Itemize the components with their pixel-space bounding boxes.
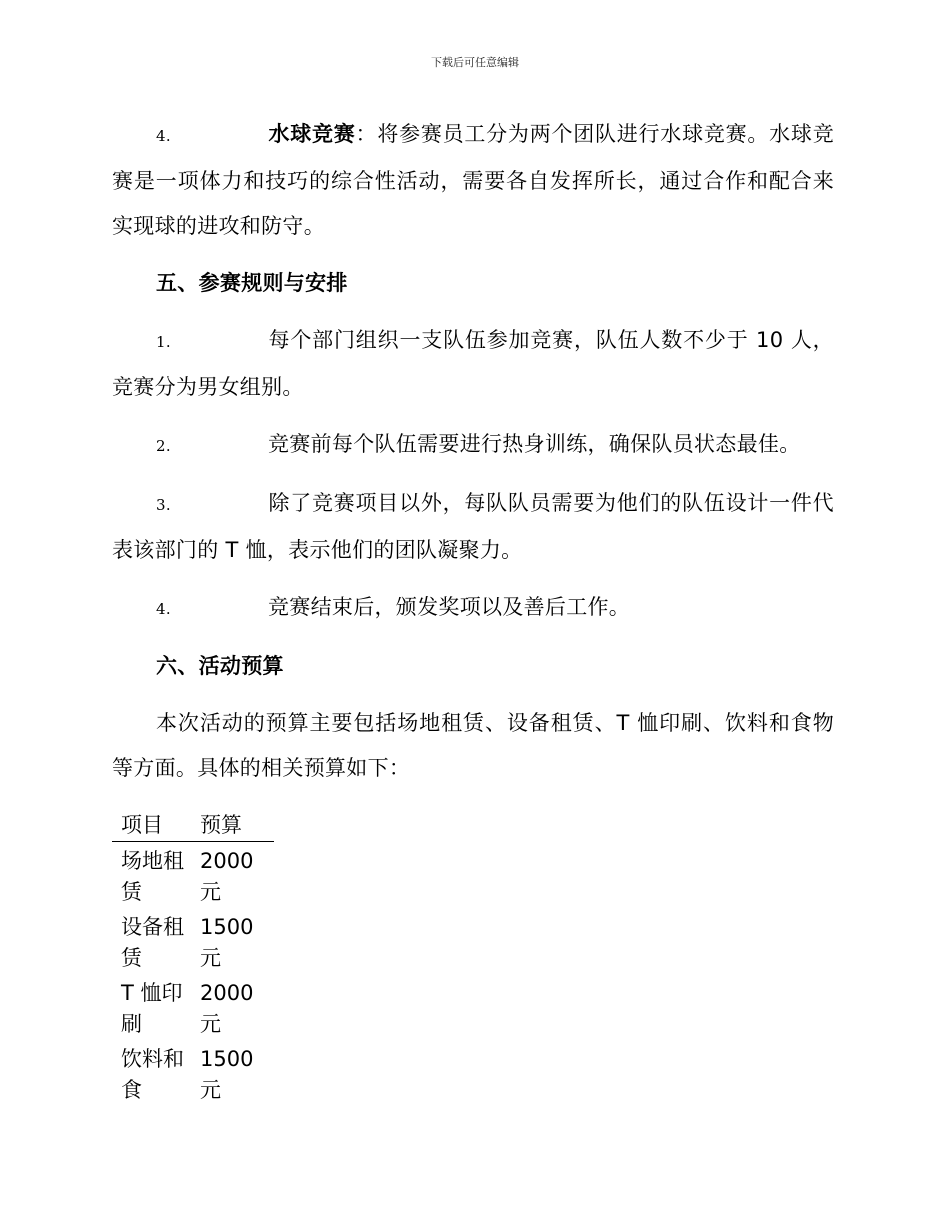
table-row (112, 1040, 274, 1106)
item-title: 水球竞赛 (268, 122, 356, 146)
table-cell-item: T 恤印刷 (121, 981, 183, 1036)
list-number: 3. (156, 496, 171, 514)
column-header-item: 项目 (112, 807, 191, 842)
list-number: 4. (156, 600, 171, 618)
list-number: 1. (156, 333, 171, 351)
table-cell-budget: 2000 元 (200, 981, 254, 1036)
item-text: 竞赛结束后，颁发奖项以及善后工作。 (268, 595, 631, 619)
list-number: 2. (156, 437, 171, 455)
list-item (112, 481, 834, 573)
item-text: ：将参赛员工分为两个团队进行水球竞赛。水球竞赛是一项体力和技巧的综合性活动，需要各自发挥所长，通过合作和配合来实现球的进攻和防守。 (112, 122, 834, 238)
table-cell-item: 饮料和食 (121, 1047, 184, 1102)
list-number: 4. (156, 127, 171, 145)
table-cell-budget: 2000 元 (200, 849, 254, 904)
table-row (112, 974, 274, 1040)
budget-intro-paragraph: 本次活动的预算主要包括场地租赁、设备租赁、T 恤印刷、饮料和食物等方面。具体的相关预算如下： (112, 711, 834, 780)
table-cell-budget: 1500 元 (200, 1047, 254, 1102)
item-text: 每个部门组织一支队伍参加竞赛，队伍人数不少于 10 人，竞赛分为男女组别。 (112, 328, 834, 399)
table-row (112, 842, 274, 909)
page-header: 下载后可任意编辑 (431, 56, 519, 69)
table-cell-item: 设备租赁 (121, 915, 184, 970)
item-text: 除了竞赛项目以外，每队队员需要为他们的队伍设计一件代表该部门的 T 恤，表示他们的团队凝聚力。 (112, 491, 834, 562)
section-heading-rules: 五、参赛规则与安排 (156, 271, 348, 295)
table-cell-item: 场地租赁 (121, 849, 184, 904)
budget-table (112, 807, 274, 1106)
list-item (112, 585, 834, 632)
table-row (112, 908, 274, 974)
list-item-water-polo (112, 112, 834, 249)
section-heading-budget: 六、活动预算 (156, 654, 284, 678)
document-body (112, 112, 834, 1106)
table-cell-budget: 1500 元 (200, 915, 254, 970)
list-item (112, 422, 834, 469)
list-item (112, 318, 834, 410)
column-header-budget: 预算 (191, 807, 274, 842)
item-text: 竞赛前每个队伍需要进行热身训练，确保队员状态最佳。 (268, 432, 801, 456)
table-header-row (112, 807, 274, 842)
